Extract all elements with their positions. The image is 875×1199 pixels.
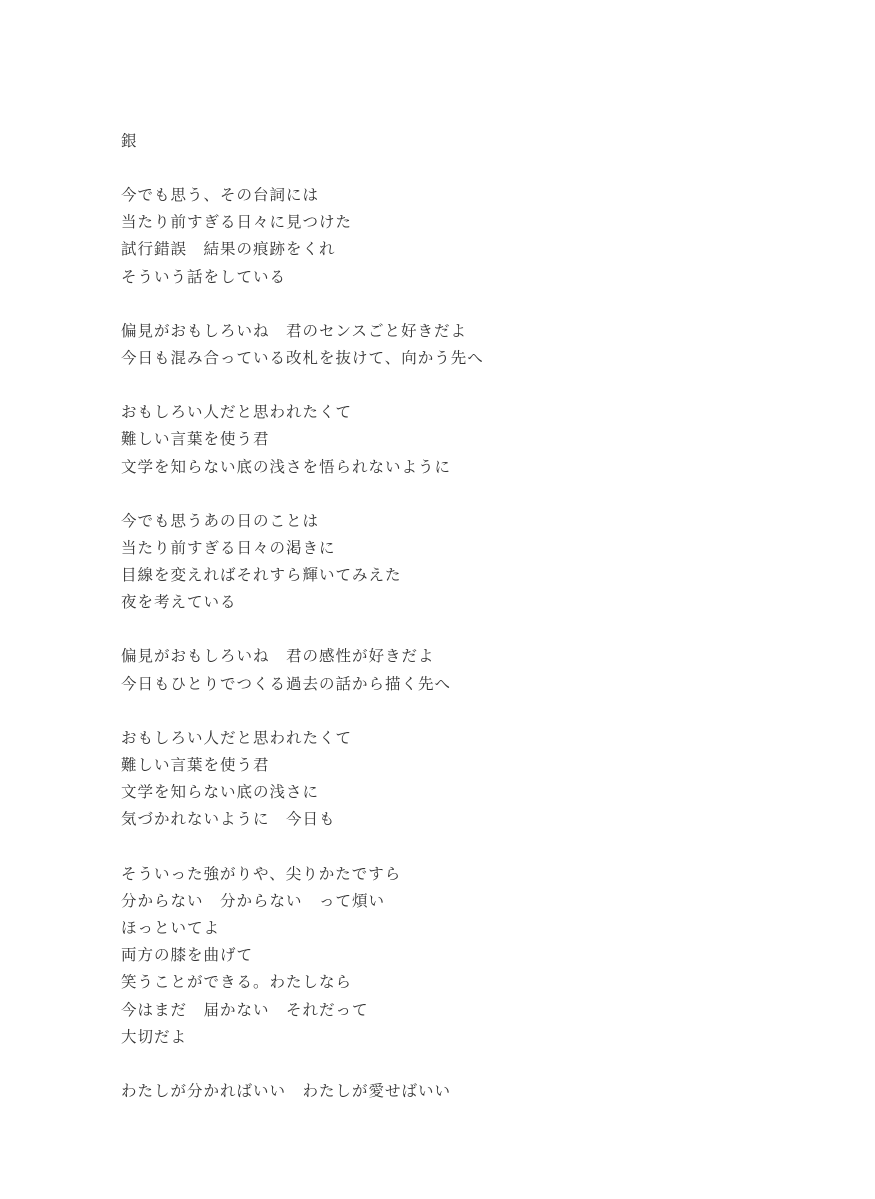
lyric-line: ほっといてよ <box>121 918 221 937</box>
lyric-line: わたしが分かればいい わたしが愛せばいい <box>121 1081 452 1100</box>
lyric-line: 夜を考えている <box>121 593 237 612</box>
stanza-2 <box>121 318 841 372</box>
lyric-line: 当たり前すぎる日々に見つけた <box>121 213 353 232</box>
lyrics-document <box>121 128 841 1105</box>
lyric-line: そういった強がりや、尖りかたですら <box>121 864 402 883</box>
lyric-line: 偏見がおもしろいね 君のセンスごと好きだよ <box>121 321 468 340</box>
lyric-line: 難しい言葉を使う君 <box>121 756 270 774</box>
stanza-8 <box>121 1078 841 1105</box>
stanza-3 <box>121 399 841 481</box>
lyric-line: 両方の膝を曲げて <box>121 946 254 965</box>
lyric-line: 分からない 分からない って煩い <box>121 891 386 910</box>
lyrics-title: 銀 <box>121 132 138 150</box>
lyric-line: 今日も混み合っている改札を抜けて、向かう先へ <box>121 348 484 367</box>
lyric-line: 今でも思う、その台詞には <box>121 186 320 204</box>
lyric-line: 文学を知らない底の浅さを悟られないように <box>121 457 452 476</box>
lyric-line: 今日もひとりでつくる過去の話から描く先へ <box>121 674 452 693</box>
lyric-line: 試行錯誤 結果の痕跡をくれ <box>121 240 336 259</box>
lyric-line: 笑うことができる。わたしなら <box>121 973 353 992</box>
stanza-1 <box>121 182 841 291</box>
lyric-line: 文学を知らない底の浅さに <box>121 783 320 802</box>
lyric-line: 目線を変えればそれすら輝いてみえた <box>121 566 402 585</box>
lyric-line: 今はまだ 届かない それだって <box>121 1000 369 1019</box>
lyric-line: 今でも思うあの日のことは <box>121 511 320 530</box>
stanza-7 <box>121 861 841 1051</box>
lyric-line: 大切だよ <box>121 1027 188 1046</box>
lyric-line: そういう話をしている <box>121 267 287 286</box>
lyric-line: 気づかれないように 今日も <box>121 810 336 829</box>
stanza-5 <box>121 643 841 697</box>
lyric-line: 偏見がおもしろいね 君の感性が好きだよ <box>121 647 435 666</box>
lyric-line: おもしろい人だと思われたくて <box>121 728 353 747</box>
lyric-line: おもしろい人だと思われたくて <box>121 403 353 422</box>
stanza-6 <box>121 725 841 834</box>
lyric-line: 当たり前すぎる日々の渇きに <box>121 538 336 557</box>
stanza-4 <box>121 508 841 617</box>
lyric-line: 難しい言葉を使う君 <box>121 430 270 449</box>
